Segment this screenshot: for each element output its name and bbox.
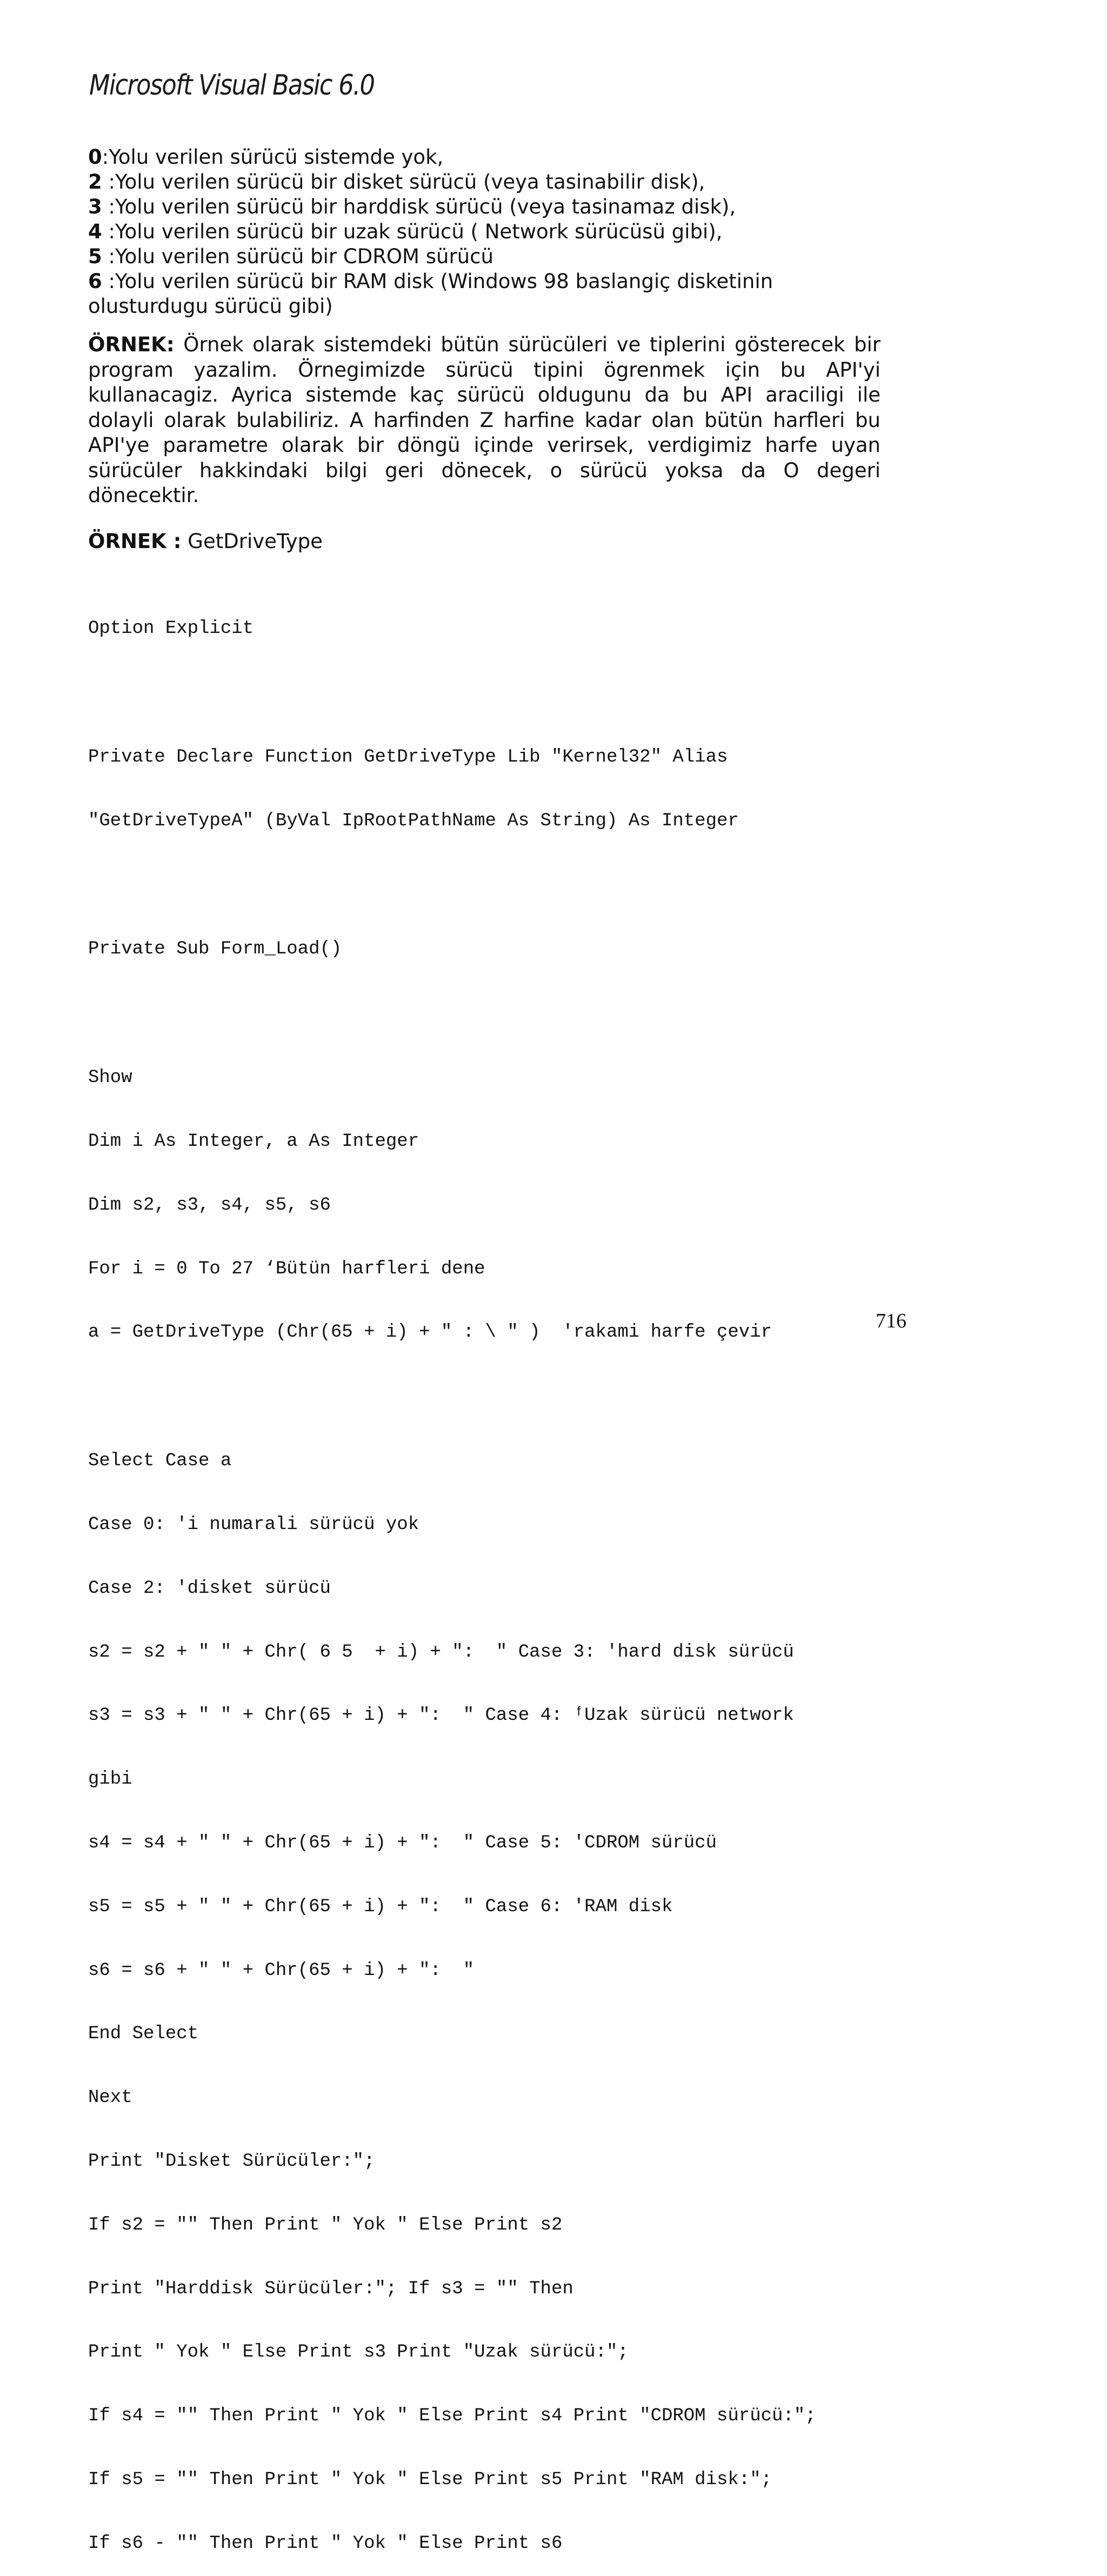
code-line: "GetDriveTypeA" (ByVal IpRootPathName As String) As Integer <box>88 810 739 831</box>
code-line: Private Declare Function GetDriveType Lib "Kernel32" Alias <box>88 746 728 768</box>
code-blank-line <box>88 1385 899 1409</box>
code-line: s4 = s4 + " " + Chr(65 + i) + ": " Case 5: 'CDROM sürücü <box>88 1832 717 1853</box>
list-item-text: :Yolu verilen sürücü sistemde yok, <box>102 145 444 169</box>
list-item-text: :Yolu verilen sürücü bir uzak sürücü ( Network sürücüsü gibi), <box>102 220 723 243</box>
code-blank-line <box>88 1002 899 1026</box>
list-item-number: 0 <box>88 145 102 169</box>
example-title <box>88 530 323 553</box>
list-item-text: :Yolu verilen sürücü bir CDROM sürücü <box>102 245 494 268</box>
list-item-number: 4 <box>88 220 102 243</box>
code-line: s3 = s3 + " " + Chr(65 + i) + ": " Case 4: ᶠUzak sürücü network <box>88 1705 794 1726</box>
list-item-number: 3 <box>88 195 102 218</box>
code-line: a = GetDriveType (Chr(65 + i) + " : \ " ) 'rakami harfe çevir <box>88 1322 772 1343</box>
code-blank-line <box>88 682 899 705</box>
code-line: If s6 - "" Then Print " Yok " Else Print s6 <box>88 2533 563 2554</box>
code-line: Print "Disket Sürücüler:"; <box>88 2151 375 2172</box>
code-line: Dim i As Integer, a As Integer <box>88 1131 419 1152</box>
code-line: Show <box>88 1067 132 1089</box>
code-line: s5 = s5 + " " + Chr(65 + i) + ": " Case 6: 'RAM disk <box>88 1896 673 1917</box>
list-item-number: 5 <box>88 245 102 268</box>
list-item <box>88 170 883 195</box>
code-line: Select Case a <box>88 1451 232 1472</box>
list-item <box>88 145 883 170</box>
code-line: s2 = s2 + " " + Chr( 6 5 + i) + ": " Case 3: 'hard disk sürücü <box>88 1641 794 1663</box>
list-item <box>88 269 883 319</box>
list-item-number: 6 <box>88 270 102 293</box>
code-line: End Select <box>88 2024 199 2045</box>
code-line: Print "Harddisk Sürücüler:"; If s3 = "" Then <box>88 2278 573 2299</box>
code-listing <box>88 577 899 2576</box>
list-item-text: :Yolu verilen sürücü bir disket sürücü (veya tasinabilir disk), <box>102 170 705 193</box>
code-line: Dim s2, s3, s4, s5, s6 <box>88 1194 331 1216</box>
example-label: ÖRNEK: <box>88 333 175 356</box>
example-title-label: ÖRNEK : <box>88 530 182 553</box>
list-item-number: 2 <box>88 170 102 193</box>
code-line: If s2 = "" Then Print " Yok " Else Print s2 <box>88 2214 563 2235</box>
list-item-text: :Yolu verilen sürücü bir harddisk sürücü (veya tasinamaz disk), <box>102 195 736 218</box>
code-line: For i = 0 To 27 ‘Bütün harfleri dene <box>88 1258 485 1279</box>
list-item <box>88 195 883 219</box>
example-title-text: GetDriveType <box>181 530 323 553</box>
code-line: s6 = s6 + " " + Chr(65 + i) + ": " <box>88 1960 475 1981</box>
code-line: Private Sub Form_Load() <box>88 939 342 960</box>
list-item-text: :Yolu verilen sürücü bir RAM disk (Windows 98 baslangiç disketinin olusturdugu sürücü gibi) <box>88 270 773 318</box>
code-line: gibi <box>88 1769 132 1790</box>
code-line: Print " Yok " Else Print s3 Print "Uzak sürücü:"; <box>88 2342 629 2363</box>
code-line: Case 0: 'i numarali sürücü yok <box>88 1514 419 1535</box>
page-number: 716 <box>876 1310 906 1332</box>
example-paragraph <box>88 332 881 509</box>
example-paragraph-text: Örnek olarak sistemdeki bütün sürücüleri ve tiplerini gösterecek bir program yazalim. Örnegimizde sürücü tipini ögrenmek için bu API'yi kullanacagiz. Ayrica sistemde kaç sürücü oldugunu da bu API araciligi ile dolayli olarak bulabiliriz. A harfinden Z harfine kadar olan bütün harfleri bu API'ye parametre olarak bir döngü içinde verirsek, verdigimiz harfe uyan sürücüler hakkindaki bilgi geri dönecek, o sürücü yoksa da O degeri dönecektir. <box>88 333 881 507</box>
code-line: Option Explicit <box>88 618 254 639</box>
code-line: Case 2: 'disket sürücü <box>88 1578 331 1599</box>
drive-type-list <box>88 145 883 319</box>
code-blank-line <box>88 873 899 897</box>
page-header-title: Microsoft Visual Basic 6.0 <box>89 69 375 102</box>
code-line: Next <box>88 2087 132 2108</box>
list-item <box>88 219 883 244</box>
list-item <box>88 244 883 269</box>
code-line: If s5 = "" Then Print " Yok " Else Print s5 Print "RAM disk:"; <box>88 2469 772 2490</box>
code-line: If s4 = "" Then Print " Yok " Else Print s4 Print "CDROM sürücü:"; <box>88 2406 816 2427</box>
